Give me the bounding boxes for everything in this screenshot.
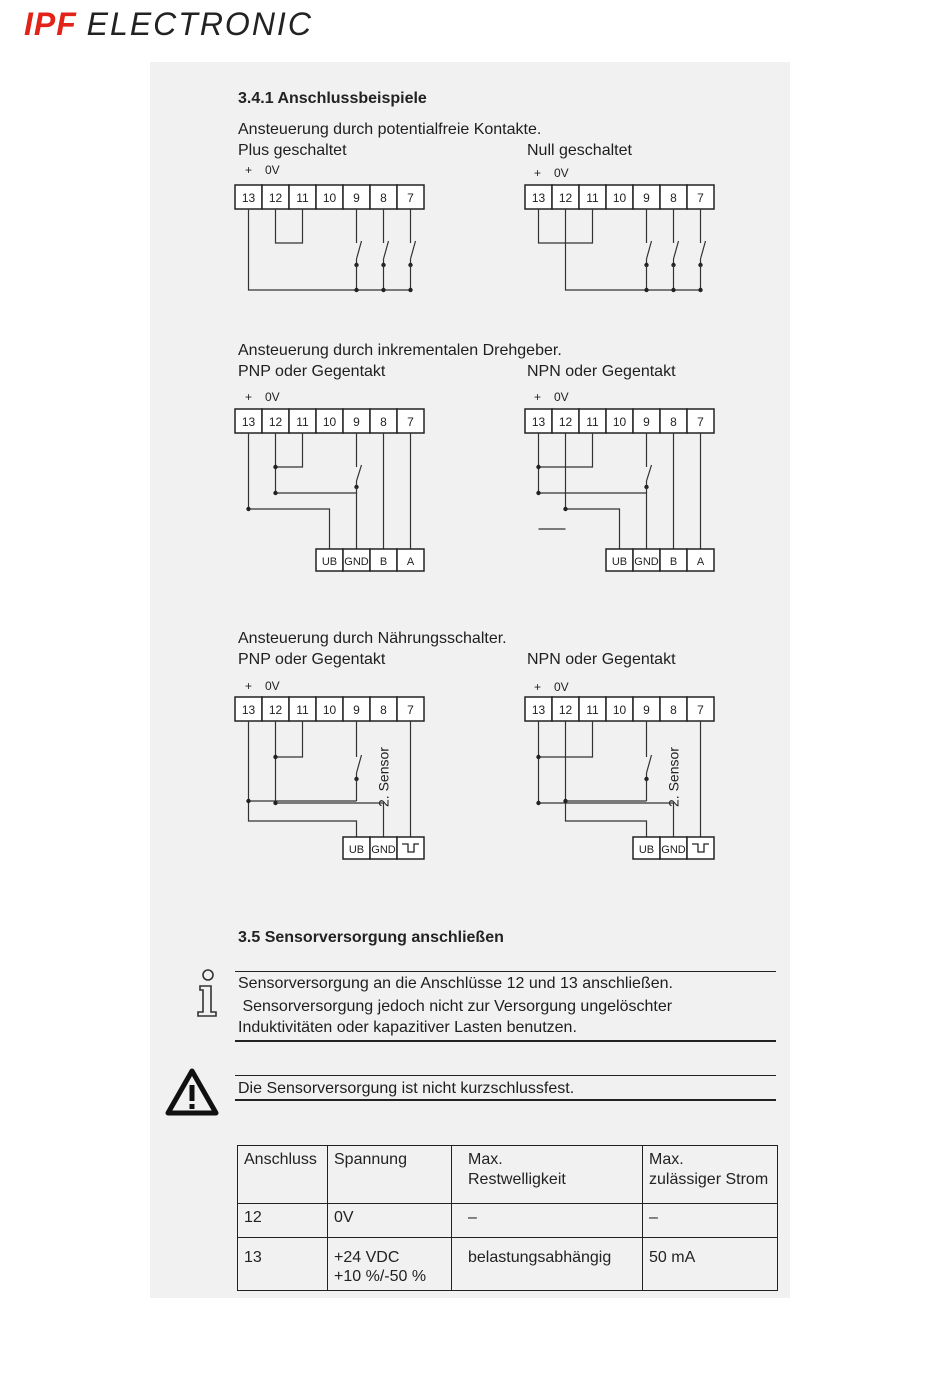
wire	[276, 721, 384, 837]
terminal-box	[397, 837, 424, 859]
junction-dot	[273, 755, 277, 759]
junction-dot	[536, 801, 540, 805]
switch-contact	[647, 241, 652, 259]
terminal-label: 9	[353, 191, 360, 205]
terminal-label: 7	[697, 415, 704, 429]
group2-right-label: NPN oder Gegentakt	[527, 363, 676, 380]
group3-left-label: PNP oder Gegentakt	[238, 651, 386, 668]
supply-spec-table	[237, 1145, 778, 1291]
terminal-label: 12	[268, 703, 283, 717]
terminal-label: 8	[670, 415, 677, 429]
polarity-plus: +	[534, 390, 542, 404]
terminal-label: UB	[348, 844, 365, 856]
junction-dot	[644, 288, 648, 292]
info-line-2: Sensorversorgung jedoch nicht zur Versorgung ungelöschter	[238, 998, 673, 1015]
terminal-box	[687, 837, 714, 859]
junction-dot	[563, 799, 567, 803]
switch-contact	[701, 241, 706, 259]
terminal-label: 12	[268, 415, 283, 429]
terminal-label: 11	[586, 703, 599, 717]
switch-contact	[357, 755, 362, 773]
info-line-1: Sensorversorgung an die Anschlüsse 12 und 13 anschließen.	[238, 975, 673, 992]
terminal-label: UB	[321, 556, 338, 568]
warning-bottom-rule	[235, 1099, 776, 1101]
wiring-diagram-encoder-pnp	[235, 409, 435, 579]
terminal-label: 10	[612, 703, 627, 717]
terminal-label: 10	[322, 703, 337, 717]
group2-title: Ansteuerung durch inkrementalen Drehgeber.	[238, 342, 562, 359]
terminal-label: 12	[558, 415, 573, 429]
group3-title: Ansteuerung durch Nährungsschalter.	[238, 630, 507, 647]
terminal-label: 10	[612, 191, 627, 205]
junction-dot	[273, 491, 277, 495]
junction-dot	[273, 801, 277, 805]
junction-dot	[536, 755, 540, 759]
polarity-plus: +	[534, 166, 542, 180]
group1-left-label: Plus geschaltet	[238, 142, 347, 159]
terminal-label: 13	[241, 415, 256, 429]
table-header-cell: Max. Restwelligkeit	[452, 1146, 643, 1204]
info-bottom-rule	[235, 1040, 776, 1042]
terminal-label: 11	[296, 415, 309, 429]
terminal-label: UB	[611, 556, 628, 568]
group2-left-label: PNP oder Gegentakt	[238, 363, 386, 380]
info-top-rule	[235, 971, 776, 972]
junction-dot	[698, 288, 702, 292]
wiring-diagram-proximity-pnp	[235, 697, 435, 867]
wire	[276, 433, 303, 467]
terminal-label: A	[696, 556, 705, 568]
terminal-label: 10	[322, 191, 337, 205]
terminal-label: 7	[407, 191, 414, 205]
table-cell: 13	[238, 1238, 328, 1291]
sensor-2-label: 2. Sensor	[665, 747, 682, 807]
sensor-2-label: 2. Sensor	[375, 747, 392, 807]
switch-contact	[357, 465, 362, 481]
terminal-label: 11	[296, 191, 309, 205]
terminal-label: 9	[643, 703, 650, 717]
junction-dot	[354, 288, 358, 292]
polarity-0v: 0V	[554, 166, 569, 180]
wire	[276, 721, 303, 757]
group1-title: Ansteuerung durch potentialfreie Kontakte.	[238, 121, 542, 138]
company-logo	[24, 6, 313, 43]
table-header-row	[238, 1146, 778, 1204]
wire	[539, 721, 674, 837]
wiring-diagram-zero-switched	[525, 185, 725, 305]
terminal-label: GND	[634, 556, 659, 568]
warning-icon	[165, 1068, 219, 1116]
wire	[276, 433, 357, 549]
table-cell: +24 VDC +10 %/-50 %	[328, 1238, 452, 1291]
polarity-plus: +	[245, 679, 253, 693]
junction-dot	[273, 465, 277, 469]
terminal-label: 11	[586, 415, 599, 429]
terminal-label: 10	[612, 415, 627, 429]
terminal-label: 11	[586, 191, 599, 205]
terminal-label: 9	[643, 191, 650, 205]
warning-top-rule	[235, 1075, 776, 1076]
terminal-label: 8	[380, 191, 387, 205]
terminal-label: 12	[558, 703, 573, 717]
polarity-0v: 0V	[265, 679, 280, 693]
table-header-cell: Anschluss	[238, 1146, 328, 1204]
terminal-label: 9	[353, 703, 360, 717]
terminal-label: 8	[380, 703, 387, 717]
terminal-label: 11	[296, 703, 309, 717]
junction-dot	[563, 507, 567, 511]
terminal-label: 10	[322, 415, 337, 429]
terminal-label: 7	[697, 703, 704, 717]
polarity-0v: 0V	[554, 390, 569, 404]
table-cell: 12	[238, 1204, 328, 1238]
polarity-plus: +	[245, 390, 253, 404]
switch-contact	[384, 241, 389, 259]
junction-dot	[246, 799, 250, 803]
table-row	[238, 1238, 778, 1291]
terminal-label: 13	[241, 703, 256, 717]
wire	[276, 209, 303, 243]
group1-right-label: Null geschaltet	[527, 142, 632, 159]
polarity-plus: +	[534, 680, 542, 694]
polarity-plus: +	[245, 163, 253, 177]
info-line-3: Induktivitäten oder kapazitiver Lasten benutzen.	[238, 1019, 577, 1036]
table-cell: –	[452, 1204, 643, 1238]
warning-text: Die Sensorversorgung ist nicht kurzschlussfest.	[238, 1080, 575, 1097]
terminal-label: 9	[643, 415, 650, 429]
terminal-label: 13	[531, 703, 546, 717]
polarity-0v: 0V	[554, 680, 569, 694]
section-heading-35: 3.5 Sensorversorgung anschließen	[238, 929, 504, 946]
terminal-label: 8	[670, 703, 677, 717]
terminal-label: B	[669, 556, 678, 568]
table-row	[238, 1204, 778, 1238]
junction-dot	[536, 491, 540, 495]
table-cell: belastungsabhängig	[452, 1238, 643, 1291]
table-cell: 0V	[328, 1204, 452, 1238]
switch-contact	[647, 755, 652, 773]
table-header-cell: Spannung	[328, 1146, 452, 1204]
wiring-diagram-plus-switched	[235, 185, 435, 305]
wiring-diagram-proximity-npn	[525, 697, 725, 867]
table-cell: 50 mA	[643, 1238, 778, 1291]
switch-contact	[411, 241, 416, 259]
wire	[566, 721, 647, 837]
terminal-label: 13	[531, 191, 546, 205]
table-cell: –	[643, 1204, 778, 1238]
table-header-cell: Max. zulässiger Strom	[643, 1146, 778, 1204]
terminal-label: 8	[380, 415, 387, 429]
junction-dot	[536, 465, 540, 469]
info-icon	[194, 968, 222, 1020]
junction-dot	[246, 507, 250, 511]
switch-contact	[647, 465, 652, 481]
terminal-label: B	[379, 556, 388, 568]
terminal-label: A	[406, 556, 415, 568]
polarity-0v: 0V	[265, 390, 280, 404]
terminal-label: 7	[407, 703, 414, 717]
terminal-label: 8	[670, 191, 677, 205]
terminal-label: 7	[697, 191, 704, 205]
switch-contact	[674, 241, 679, 259]
terminal-label: 13	[531, 415, 546, 429]
terminal-label: GND	[344, 556, 369, 568]
terminal-label: GND	[371, 844, 396, 856]
switch-contact	[357, 241, 362, 259]
junction-dot	[381, 288, 385, 292]
wire	[566, 209, 701, 290]
terminal-label: 9	[353, 415, 360, 429]
terminal-label: 12	[268, 191, 283, 205]
logo-brand: IPF	[24, 6, 77, 42]
section-heading-341: 3.4.1 Anschlussbeispiele	[238, 90, 427, 107]
wire	[249, 433, 330, 549]
junction-dot	[408, 288, 412, 292]
terminal-label: 12	[558, 191, 573, 205]
logo-word: ELECTRONIC	[86, 6, 313, 42]
polarity-0v: 0V	[265, 163, 280, 177]
junction-dot	[671, 288, 675, 292]
terminal-label: 13	[241, 191, 256, 205]
terminal-label: 7	[407, 415, 414, 429]
terminal-label: GND	[661, 844, 686, 856]
group3-right-label: NPN oder Gegentakt	[527, 651, 676, 668]
terminal-label: UB	[638, 844, 655, 856]
wiring-diagram-encoder-npn	[525, 409, 725, 579]
